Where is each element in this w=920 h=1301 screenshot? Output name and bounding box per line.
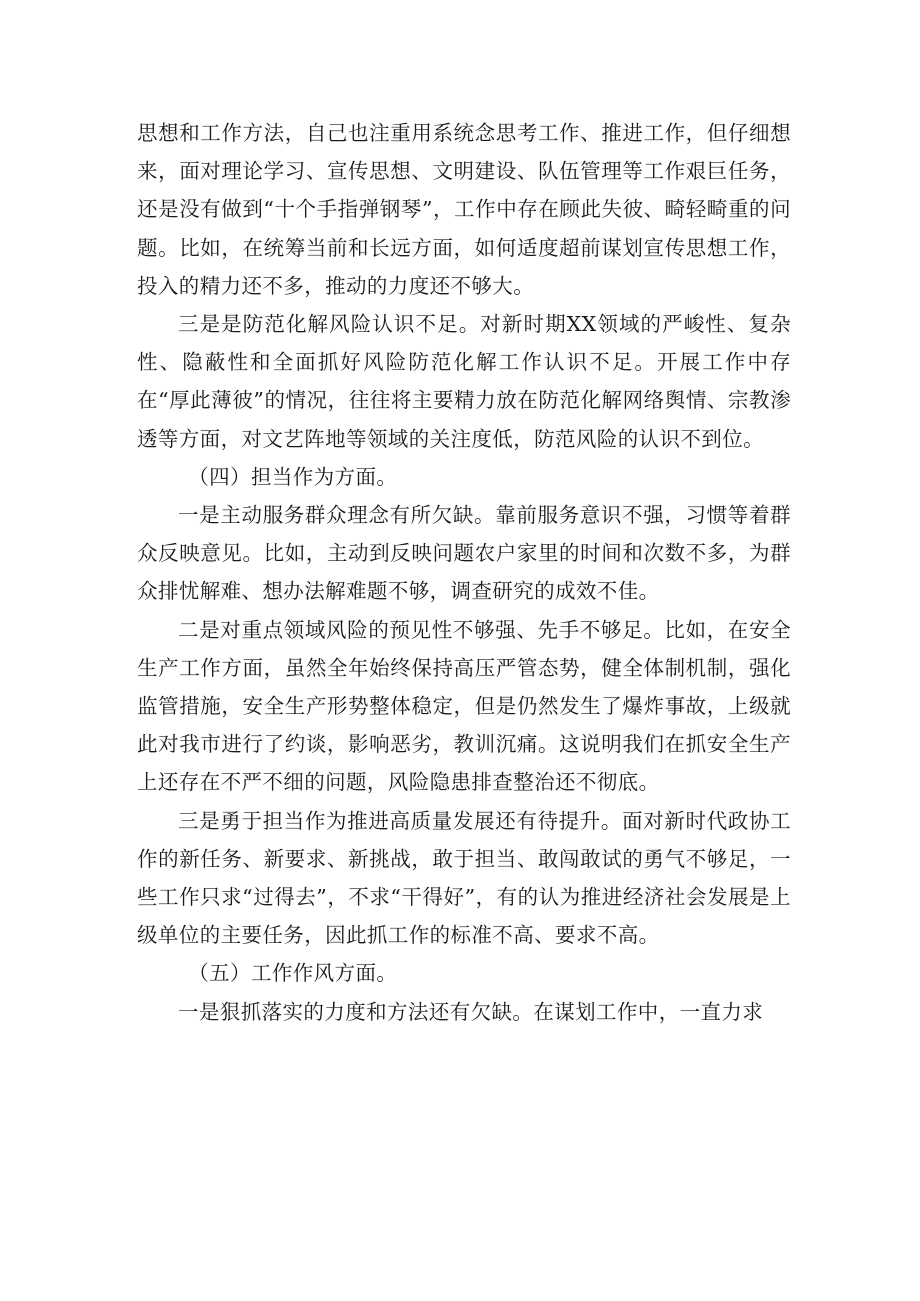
paragraph-serve-masses: 一是主动服务群众理念有所欠缺。靠前服务意识不强，习惯等着群众反映意见。比如，主动到反映问题农户家里的时间和次数不多，为群众排忧解难、想办法解难题不够，调查研究的成效不佳。 (137, 503, 791, 604)
document-body (137, 114, 791, 1031)
section-heading-work-style: （五）工作作风方面。 (188, 961, 398, 986)
paragraph-risk-prevention: 三是是防范化解风险认识不足。对新时期XX领域的严峻性、复杂性、隐蔽性和全面抓好风险防范化解工作认识不足。开展工作中存在“厚此薄彼”的情况，往往将主要精力放在防范化解网络舆情、宗教渗透等方面，对文艺阵地等领域的关注度低，防范风险的认识不到位。 (137, 312, 791, 451)
paragraph-risk-foresight: 二是对重点领域风险的预见性不够强、先手不够足。比如，在安全生产工作方面，虽然全年始终保持高压严管态势，健全体制机制，强化监管措施，安全生产形势整体稳定，但是仍然发生了爆炸事故，上级就此对我市进行了约谈，影响恶劣，教训沉痛。这说明我们在抓安全生产上还存在不严不细的问题，风险隐患排查整治还不彻底。 (137, 617, 791, 795)
paragraph-implementation: 一是狠抓落实的力度和方法还有欠缺。在谋划工作中，一直力求 (178, 999, 764, 1024)
section-heading-responsibility: （四）担当作为方面。 (188, 464, 398, 489)
paragraph-continuation: 思想和工作方法，自己也注重用系统念思考工作、推进工作，但仔细想来，面对理论学习、宣传思想、文明建设、队伍管理等工作艰巨任务，还是没有做到“十个手指弹钢琴”，工作中存在顾此失彼、畸轻畸重的问题。比如，在统筹当前和长远方面，如何适度超前谋划宣传思想工作，投入的精力还不多，推动的力度还不够大。 (137, 121, 791, 298)
paragraph-high-quality-development: 三是勇于担当作为推进高质量发展还有待提升。面对新时代政协工作的新任务、新要求、新挑战，敢于担当、敢闯敢试的勇气不够足，一些工作只求“过得去”，不求“干得好”，有的认为推进经济社会发展是上级单位的主要任务，因此抓工作的标准不高、要求不高。 (137, 808, 791, 948)
